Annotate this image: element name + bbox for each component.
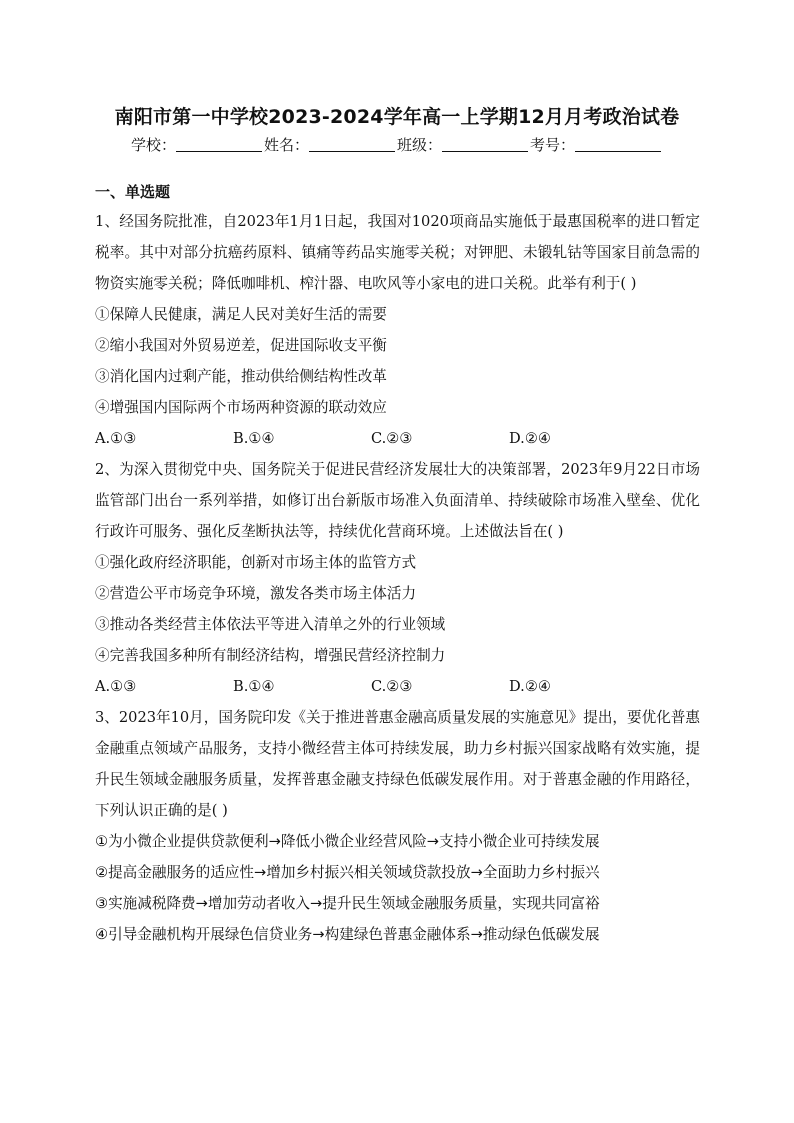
choice-d[interactable]: D.②④: [509, 430, 551, 447]
question-stem: 3、2023年10月，国务院印发《关于推进普惠金融高质量发展的实施意见》提出，要优化普惠金融重点领域产品服务，支持小微经营主体可持续发展，助力乡村振兴国家战略有效实施，提升民生领域金融服务质量，发挥普惠金融支持绿色低碳发展作用。对于普惠金融的作用路径，下列认识正确的是( ): [95, 709, 700, 819]
exam-number-blank[interactable]: [575, 137, 661, 152]
question-option: ③实施减税降费→增加劳动者收入→提升民生领域金融服务质量，实现共同富裕: [95, 895, 600, 912]
choice-b[interactable]: B.①④: [233, 678, 275, 695]
name-blank[interactable]: [309, 137, 395, 152]
name-field: 姓名：: [264, 134, 397, 155]
question-option: ④增强国内国际两个市场两种资源的联动效应: [95, 399, 387, 416]
choice-c[interactable]: C.②③: [371, 430, 413, 447]
choice-a[interactable]: A.①③: [95, 678, 137, 695]
question-stem: 2、为深入贯彻党中央、国务院关于促进民营经济发展壮大的决策部署，2023年9月22日市场监管部门出台一系列举措，如修订出台新版市场准入负面清单、持续破除市场准入壁垒、优化行政许可服务、强化反垄断执法等，持续优化营商环境。上述做法旨在( ): [95, 461, 700, 540]
question-option: ③推动各类经营主体依法平等进入清单之外的行业领域: [95, 616, 446, 633]
question-option: ②营造公平市场竞争环境，激发各类市场主体活力: [95, 585, 417, 602]
choice-c[interactable]: C.②③: [371, 678, 413, 695]
student-info-line: [0, 134, 794, 155]
exam-number-field: 考号：: [530, 134, 663, 155]
question-1: [95, 206, 700, 454]
answer-choices: [95, 423, 700, 454]
answer-choices: [95, 671, 700, 702]
question-option: ③消化国内过剩产能，推动供给侧结构性改革: [95, 368, 387, 385]
question-option: ②提高金融服务的适应性→增加乡村振兴相关领域贷款投放→全面助力乡村振兴: [95, 864, 600, 881]
question-option: ②缩小我国对外贸易逆差，促进国际收支平衡: [95, 337, 387, 354]
exam-title: 南阳市第一中学校2023-2024学年高一上学期12月月考政治试卷: [114, 106, 680, 128]
question-option: ①保障人民健康，满足人民对美好生活的需要: [95, 306, 387, 323]
class-field: 班级：: [397, 134, 530, 155]
school-blank[interactable]: [176, 137, 262, 152]
question-3: [95, 702, 700, 950]
question-2: [95, 454, 700, 702]
section-heading: 一、单选题: [95, 183, 171, 201]
class-blank[interactable]: [442, 137, 528, 152]
question-option: ④引导金融机构开展绿色信贷业务→构建绿色普惠金融体系→推动绿色低碳发展: [95, 926, 600, 943]
question-option: ①为小微企业提供贷款便利→降低小微企业经营风险→支持小微企业可持续发展: [95, 833, 600, 850]
exam-content: [95, 178, 700, 950]
question-option: ①强化政府经济职能，创新对市场主体的监管方式: [95, 554, 417, 571]
question-option: ④完善我国多种所有制经济结构，增强民营经济控制力: [95, 647, 446, 664]
question-stem: 1、经国务院批准，自2023年1月1日起，我国对1020项商品实施低于最惠国税率的进口暂定税率。其中对部分抗癌药原料、镇痛等药品实施零关税；对钾肥、未锻轧钴等国家目前急需的物资实施零关税；降低咖啡机、榨汁器、电吹风等小家电的进口关税。此举有利于( ): [95, 213, 700, 292]
choice-a[interactable]: A.①③: [95, 430, 137, 447]
school-field: 学校：: [131, 134, 264, 155]
choice-d[interactable]: D.②④: [509, 678, 551, 695]
choice-b[interactable]: B.①④: [233, 430, 275, 447]
